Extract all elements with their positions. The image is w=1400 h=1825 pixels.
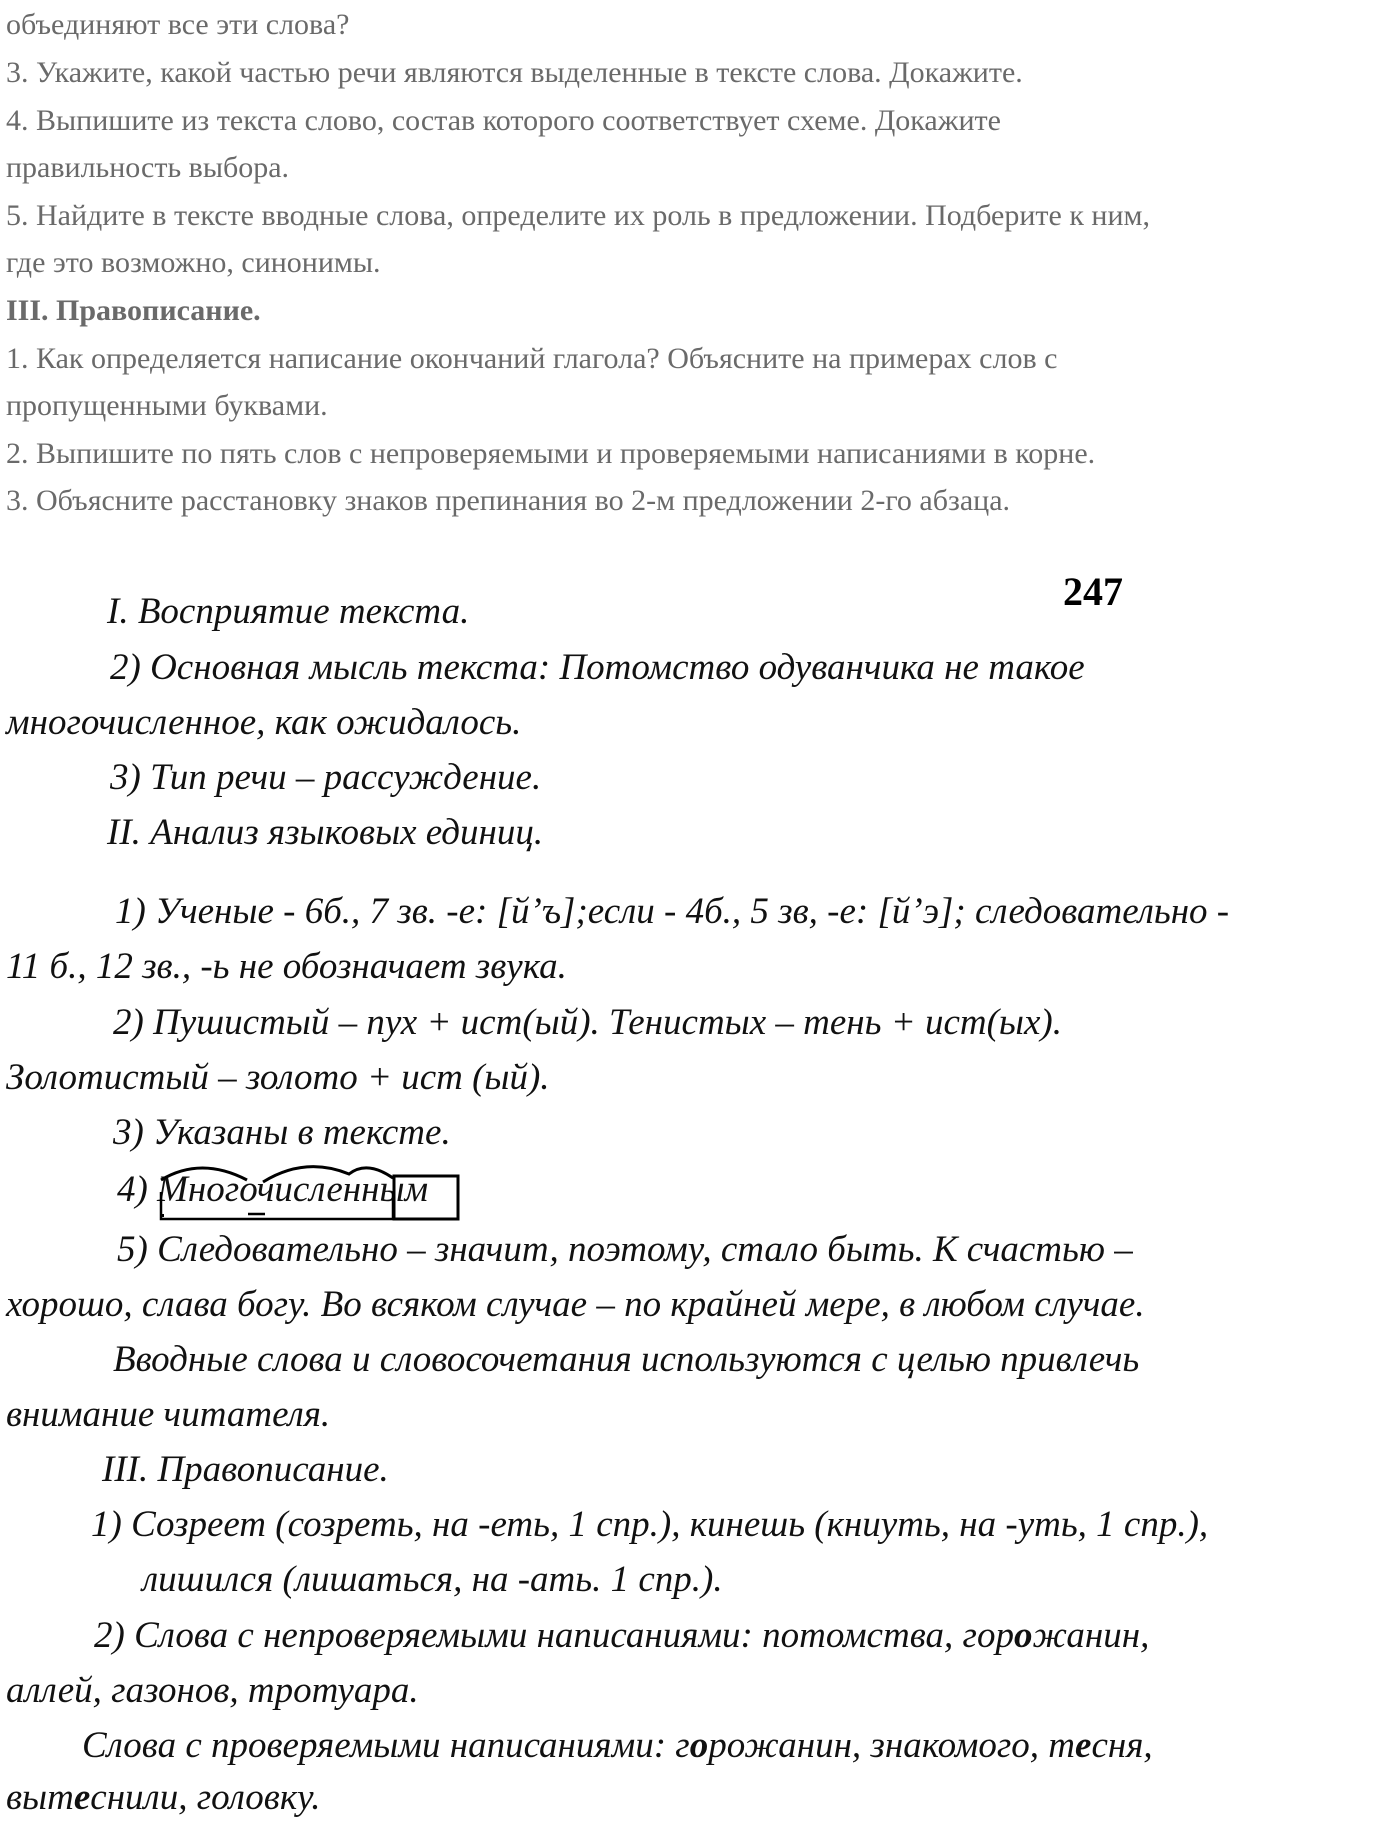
- ending-box: [394, 1176, 458, 1219]
- answer-line: [6, 1770, 321, 1825]
- root-arc-2: [263, 1167, 393, 1182]
- answer-line: Золотистый – золото + ист (ый).: [6, 1057, 550, 1098]
- text-segment: Слова с проверяемыми написаниями: г: [82, 1725, 690, 1766]
- text-segment: рожанин, знакомого, т: [708, 1725, 1075, 1766]
- question-line: пропущенными буквами.: [6, 389, 328, 422]
- emphasized-letter: е: [73, 1777, 91, 1818]
- text-segment: выт: [6, 1777, 74, 1818]
- question-line: 2. Выпишите по пять слов с непроверяемыми и проверяемыми написаниями в корне.: [6, 437, 1096, 470]
- answer-heading: II. Анализ языковых единиц.: [107, 812, 544, 853]
- answer-line: Вводные слова и словосочетания используются с целью привлечь: [113, 1339, 1140, 1380]
- emphasized-letter: е: [1075, 1725, 1092, 1766]
- question-line: где это возможно, синонимы.: [6, 246, 381, 279]
- root-arc-1: [161, 1168, 247, 1180]
- scheme-word-text: Многочисленным: [157, 1169, 429, 1210]
- answer-heading: I. Восприятие текста.: [107, 591, 470, 632]
- answer-line: [94, 1608, 1149, 1663]
- question-line: 3. Объясните расстановку знаков препинания во 2-м предложении 2-го абзаца.: [6, 484, 1011, 517]
- answer-prefix: 4): [117, 1169, 158, 1210]
- answer-heading: III. Правописание.: [102, 1449, 389, 1490]
- answer-line: 1) Созреет (созреть, на -еть, 1 спр.), кинешь (книуть, на -уть, 1 спр.),: [91, 1504, 1209, 1545]
- answer-line: 2) Пушистый – пух + ист(ый). Тенистых – тень + ист(ых).: [113, 1002, 1062, 1043]
- question-line: 4. Выпишите из текста слово, состав которого соответствует схеме. Докажите: [6, 104, 1001, 137]
- emphasized-letter: о: [1013, 1615, 1033, 1656]
- answer-line: 3) Тип речи – рассуждение.: [110, 757, 542, 798]
- answer-line-scheme: [117, 1162, 428, 1217]
- question-line: правильность выбора.: [6, 151, 290, 184]
- text-segment: 2) Слова с непроверяемыми написаниями: потомства, гор: [94, 1615, 1014, 1656]
- text-segment: снили, головку.: [90, 1777, 321, 1818]
- answer-line: аллей, газонов, тротуара.: [6, 1670, 419, 1711]
- answer-line: лишился (лишаться, на -ать. 1 спр.).: [142, 1559, 723, 1600]
- text-segment: сня,: [1091, 1725, 1153, 1766]
- morphemic-scheme-word: [157, 1162, 428, 1217]
- section-heading: III. Правописание.: [6, 294, 261, 327]
- answer-line: многочисленное, как ожидалось.: [6, 702, 522, 743]
- question-line: 3. Укажите, какой частью речи являются выделенные в тексте слова. Докажите.: [6, 56, 1023, 89]
- question-line: объединяют все эти слова?: [6, 8, 350, 41]
- answer-line: [82, 1718, 1153, 1773]
- answer-line: 3) Указаны в тексте.: [113, 1112, 451, 1153]
- question-line: 1. Как определяется написание окончаний глагола? Объясните на примерах слов с: [6, 342, 1058, 375]
- answer-line: внимание читателя.: [6, 1394, 331, 1435]
- page-number: 247: [1063, 569, 1123, 614]
- stem-bracket: [161, 1192, 393, 1219]
- answer-line: хорошо, слава богу. Во всяком случае – по крайней мере, в любом случае.: [6, 1284, 1145, 1325]
- answer-line: 11 б., 12 зв., -ь не обозначает звука.: [6, 946, 567, 987]
- text-segment: жанин,: [1032, 1615, 1150, 1656]
- emphasized-letter: о: [689, 1725, 709, 1766]
- answer-line: 1) Ученые - 6б., 7 зв. -е: [й’ъ];если - 4б., 5 зв, -е: [й’э]; следовательно -: [115, 891, 1230, 932]
- question-line: 5. Найдите в тексте вводные слова, определите их роль в предложении. Подберите к ним,: [6, 199, 1151, 232]
- answer-line: 5) Следовательно – значит, поэтому, стало быть. К счастью –: [117, 1229, 1133, 1270]
- answer-line: 2) Основная мысль текста: Потомство одуванчика не такое: [110, 647, 1085, 688]
